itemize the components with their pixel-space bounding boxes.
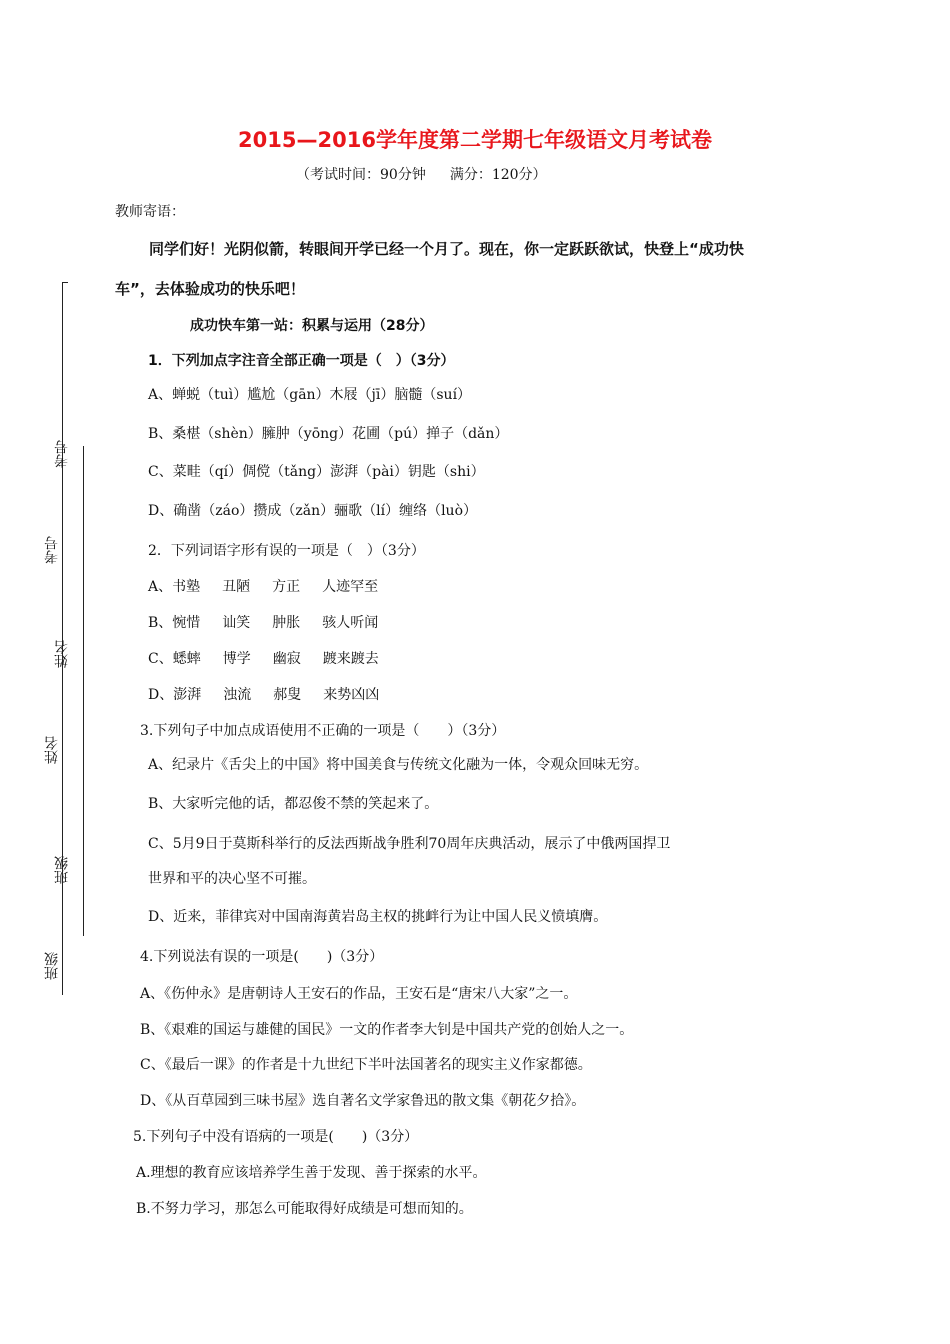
question-3-option-b: B、大家听完他的话，都忍俊不禁的笑起来了。	[148, 796, 439, 812]
question-1-option-a: A、蝉蜕（tuì）尴尬（gān）木屐（jī）脑髓（suí）	[148, 387, 472, 403]
question-2-option-a: A、书塾 丑陋 方正 人迹罕至	[148, 579, 379, 595]
question-1-option-d: D、确凿（záo）攒成（zǎn）骊歌（lí）缠络（luò）	[148, 503, 477, 519]
teacher-message-line-1: 同学们好！光阴似箭，转眼间开学已经一个月了。现在，你一定跃跃欲试，快登上“成功快	[149, 240, 744, 258]
side-label-exam-no-2: 考号	[44, 536, 60, 564]
question-4-stem: 4.下列说法有误的一项是( )（3分）	[140, 949, 384, 965]
section-heading: 成功快车第一站：积累与运用（28分）	[190, 318, 434, 334]
question-2-option-b: B、惋惜 讪笑 肿胀 骇人听闻	[148, 615, 379, 631]
exam-time: （考试时间：90分钟	[296, 167, 426, 183]
question-4-option-c: C、《最后一课》的作者是十九世纪下半叶法国著名的现实主义作家都德。	[140, 1057, 592, 1073]
question-3-option-c-cont: 世界和平的决心坚不可摧。	[148, 871, 316, 887]
side-label-name-2: 姓名	[44, 736, 60, 764]
question-1-option-b: B、桑椹（shèn）臃肿（yōng）花圃（pú）掸子（dǎn）	[148, 426, 509, 442]
teacher-message-line-2: 车”，去体验成功的快乐吧！	[115, 280, 305, 298]
side-label-exam-no-1: 考号	[54, 440, 70, 468]
question-3-option-c: C、5月9日于莫斯科举行的反法西斯战争胜利70周年庆典活动，展示了中俄两国捍卫	[148, 836, 671, 852]
exam-info	[296, 164, 547, 184]
binding-tick	[62, 282, 68, 283]
question-5-stem: 5.下列句子中没有语病的一项是( )（3分）	[133, 1129, 419, 1145]
question-1-option-c: C、菜畦（qí）倜傥（tǎng）澎湃（pài）钥匙（shi）	[148, 464, 485, 480]
question-3-option-a: A、纪录片《舌尖上的中国》将中国美食与传统文化融为一体，令观众回味无穷。	[148, 757, 649, 773]
question-5-option-a: A.理想的教育应该培养学生善于发现、善于探索的水平。	[136, 1165, 487, 1181]
question-2-stem: 2．下列词语字形有误的一项是（ ）（3分）	[148, 543, 425, 559]
question-4-option-a: A、《伤仲永》是唐朝诗人王安石的作品，王安石是“唐宋八大家”之一。	[140, 986, 578, 1002]
question-4-option-d: D、《从百草园到三味书屋》选自著名文学家鲁迅的散文集《朝花夕拾》。	[140, 1093, 586, 1109]
question-2-option-c: C、蟋蟀 博学 幽寂 踱来踱去	[148, 651, 379, 667]
question-1-stem: 1．下列加点字注音全部正确一项是（ ）（3分）	[148, 353, 455, 369]
question-2-option-d: D、澎湃 浊流 郝叟 来势凶凶	[148, 687, 380, 703]
side-label-name-1: 姓名	[54, 640, 70, 668]
side-label-class-1: 班级	[54, 856, 70, 884]
side-label-class-2: 班级	[44, 952, 60, 980]
teacher-message-label: 教师寄语：	[115, 204, 185, 220]
question-5-option-b: B.不努力学习，那怎么可能取得好成绩是可想而知的。	[136, 1201, 473, 1217]
binding-line-inner	[83, 446, 84, 936]
question-4-option-b: B、《艰难的国运与雄健的国民》一文的作者李大钊是中国共产党的创始人之一。	[140, 1022, 634, 1038]
question-3-option-d: D、近来，菲律宾对中国南海黄岩岛主权的挑衅行为让中国人民义愤填膺。	[148, 909, 608, 925]
question-3-stem: 3.下列句子中加点成语使用不正确的一项是（ ）（3分）	[140, 723, 506, 739]
exam-title: 2015—2016学年度第二学期七年级语文月考试卷	[238, 128, 712, 152]
binding-line	[62, 283, 63, 995]
exam-score: 满分：120分）	[449, 167, 547, 183]
